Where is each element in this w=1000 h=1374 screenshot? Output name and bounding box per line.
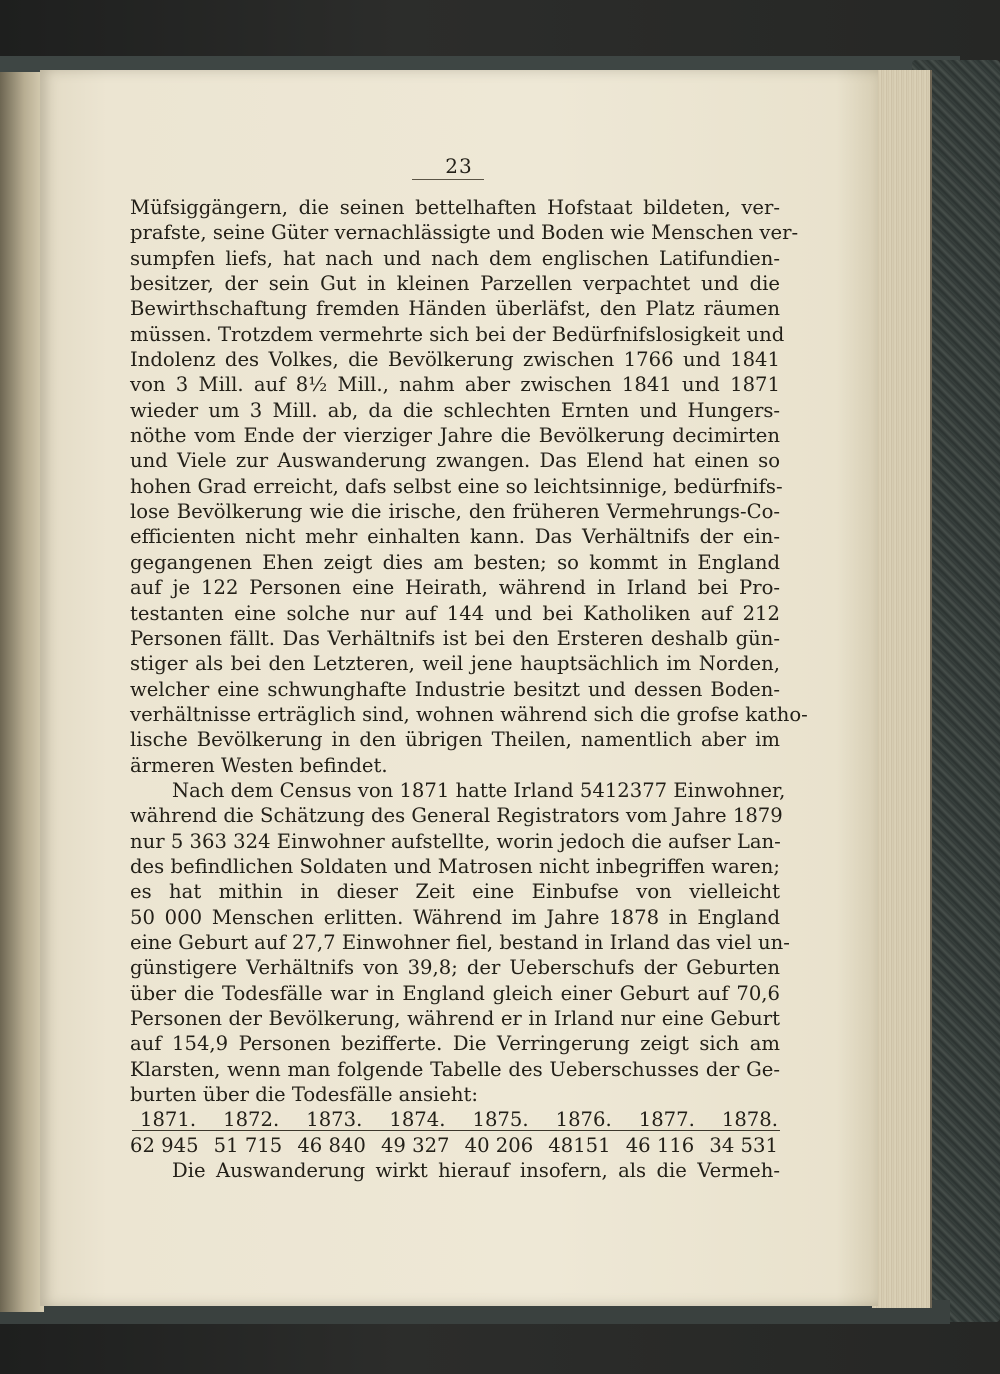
text-line: besitzer, der sein Gut in kleinen Parzellen verpachtet und die <box>130 272 780 296</box>
text-line: verhältnisse erträglich sind, wohnen während sich die grofse katho- <box>130 702 808 726</box>
births-surplus-table <box>130 1107 780 1158</box>
text-line: welcher eine schwunghafte Industrie besitzt und dessen Boden- <box>130 677 780 701</box>
text-line: Bewirthschaftung fremden Händen überläfst, den Platz räumen <box>130 297 780 321</box>
paragraph-1 <box>130 195 808 778</box>
text-line: Die Auswanderung wirkt hierauf insofern, als die Vermeh- <box>172 1159 780 1183</box>
table-cell: 1877. <box>638 1108 695 1132</box>
text-line: sumpfen liefs, hat nach und nach dem englischen Latifundien- <box>130 246 780 270</box>
binding-gutter <box>0 72 44 1312</box>
text-line: gegangenen Ehen zeigt dies am besten; so kommt in England <box>130 550 780 574</box>
table-cell: 1878. <box>721 1108 778 1132</box>
table-cell: 48151 <box>548 1133 611 1157</box>
paragraph-3 <box>130 1158 780 1183</box>
text-line: auf je 122 Personen eine Heirath, während in Irland bei Pro- <box>130 576 780 600</box>
table-cell: 62 945 <box>130 1133 199 1157</box>
text-line: es hat mithin in dieser Zeit eine Einbufse von vielleicht <box>130 880 780 904</box>
text-line: stiger als bei den Letzteren, weil jene hauptsächlich im Norden, <box>130 652 780 676</box>
text-line: von 3 Mill. auf 8½ Mill., nahm aber zwischen 1841 und 1871 <box>130 373 780 397</box>
text-line: nur 5 363 324 Einwohner aufstellte, worin jedoch die aufser Lan- <box>130 829 781 853</box>
text-line: efficienten nicht mehr einhalten kann. Das Verhältnifs der ein- <box>130 525 780 549</box>
table-cell: 1871. <box>140 1108 197 1132</box>
text-line: müssen. Trotzdem vermehrte sich bei der Bedürfnifslosigkeit und <box>130 322 785 346</box>
text-line: über die Todesfälle war in England gleich einer Geburt auf 70,6 <box>130 981 780 1005</box>
text-line: Müfsiggängern, die seinen bettelhaften Hofstaat bildeten, ver- <box>130 196 780 219</box>
table-cell: 40 206 <box>464 1133 534 1157</box>
paragraph-2 <box>130 778 790 1107</box>
table-cell: 46 840 <box>297 1133 366 1157</box>
text-line: Nach dem Census von 1871 hatte Irland 5412377 Einwohner, <box>172 778 786 802</box>
table-cell: 34 531 <box>709 1133 778 1157</box>
text-line: hohen Grad erreicht, dafs selbst eine so leichtsinnige, bedürfnifs- <box>130 474 783 498</box>
text-line: während die Schätzung des General Registrators vom Jahre 1879 <box>130 804 783 828</box>
book-page <box>40 70 878 1306</box>
text-line: günstigere Verhältnifs von 39,8; der Ueberschufs der Geburten <box>130 956 780 980</box>
text-line: Indolenz des Volkes, die Bevölkerung zwischen 1766 und 1841 <box>130 348 780 372</box>
table-cell: 1874. <box>389 1108 446 1132</box>
table-cell: 1876. <box>555 1108 612 1132</box>
text-line: wieder um 3 Mill. ab, da die schlechten Ernten und Hungers- <box>130 398 780 422</box>
text-line: auf 154,9 Personen bezifferte. Die Verringerung zeigt sich am <box>130 1032 780 1056</box>
text-line: prafste, seine Güter vernachlässigte und Boden wie Menschen ver- <box>130 221 799 245</box>
text-line: 50 000 Menschen erlitten. Während im Jahre 1878 in England <box>130 905 780 929</box>
text-line: Personen fällt. Das Verhältnifs ist bei den Ersteren deshalb gün- <box>130 626 780 650</box>
text-line: Klarsten, wenn man folgende Tabelle des Ueberschusses der Ge- <box>130 1057 780 1081</box>
table-values-row <box>130 1133 780 1158</box>
text-line: eine Geburt auf 27,7 Einwohner fiel, bestand in Irland das viel un- <box>130 930 790 954</box>
text-line: lose Bevölkerung wie die irische, den früheren Vermehrungs-Co- <box>130 500 780 524</box>
text-line: lische Bevölkerung in den übrigen Theilen, namentlich aber im <box>130 728 780 752</box>
page-number: 23 <box>445 154 473 178</box>
text-line: testanten eine solche nur auf 144 und bei Katholiken auf 212 <box>130 601 780 625</box>
page-stack-edge <box>872 70 932 1308</box>
text-line: burten über die Todesfälle ansieht: <box>130 1083 478 1107</box>
table-cell: 51 715 <box>213 1133 283 1157</box>
text-line: ärmeren Westen befindet. <box>130 753 388 777</box>
text-line: nöthe vom Ende der vierziger Jahre die Bevölkerung decimirten <box>130 424 780 448</box>
table-cell: 1872. <box>223 1108 280 1132</box>
table-cell: 49 327 <box>380 1133 450 1157</box>
text-line: des befindlichen Soldaten und Matrosen nicht inbegriffen waren; <box>130 854 780 878</box>
page-number-rule <box>412 179 484 180</box>
text-line: Personen der Bevölkerung, während er in Irland nur eine Geburt <box>130 1007 780 1030</box>
table-cell: 46 116 <box>625 1133 695 1157</box>
body-text <box>130 195 808 1183</box>
table-cell: 1873. <box>306 1108 363 1132</box>
text-line: und Viele zur Auswanderung zwangen. Das Elend hat einen so <box>130 449 780 473</box>
table-cell: 1875. <box>472 1108 529 1132</box>
